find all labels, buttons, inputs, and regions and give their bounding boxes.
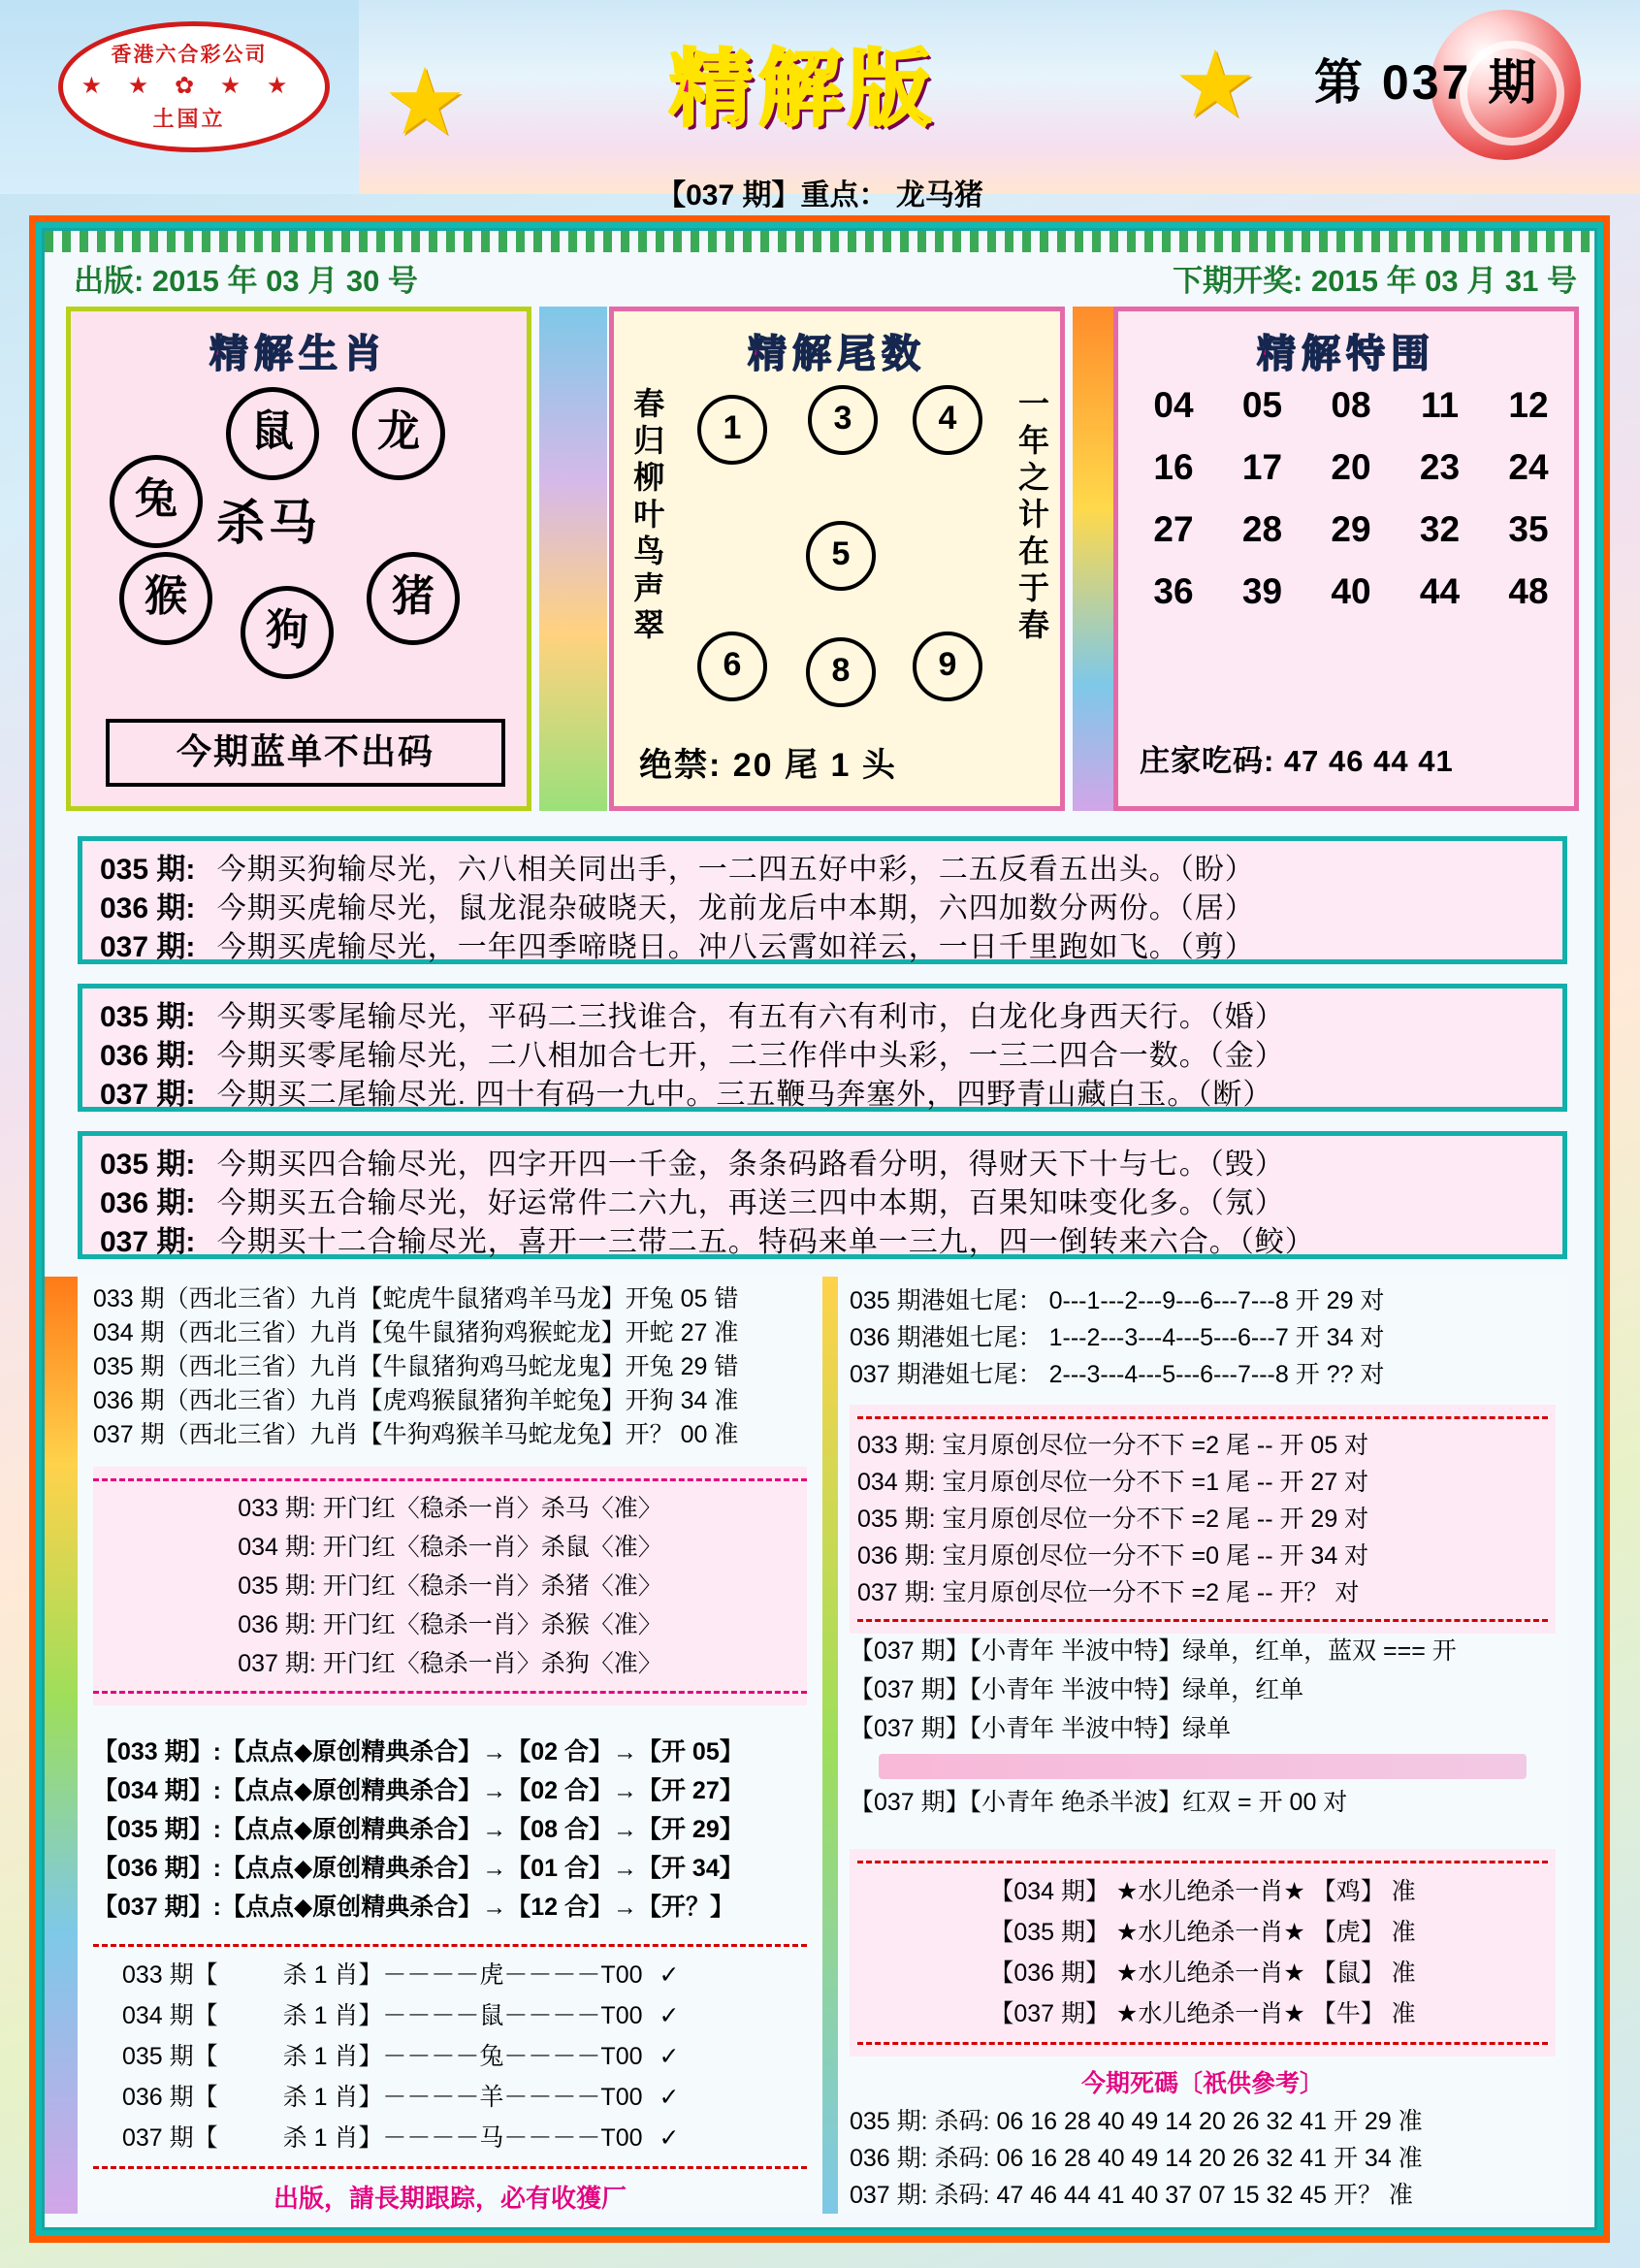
forecast-issue: 037 期:	[100, 1079, 196, 1111]
forecast-text: 今期买虎输尽光，一年四季啼晓日。冲八云霄如祥云，一日千里跑如飞。（剪）	[216, 931, 1255, 963]
logo-stars: ★ ★ ✿ ★ ★	[80, 73, 298, 99]
diandian-line: 【033 期】:【点点◆原创精典杀合】→【02 合】→【开 05】	[93, 1738, 744, 1766]
dateline	[45, 256, 1597, 301]
shuier-line: 【036 期】 ★水儿绝杀一肖★ 【鼠】 准	[989, 1960, 1416, 1987]
divider	[857, 1619, 1548, 1622]
divider	[93, 1944, 807, 1947]
forecast-line	[100, 1076, 1545, 1115]
forecast-line	[100, 890, 1545, 928]
open-red-line: 035 期: 开门红〈稳杀一肖〉杀猪〈准〉	[238, 1572, 662, 1600]
number-cell: 24	[1508, 447, 1549, 487]
number-cell: 08	[1331, 385, 1371, 425]
forecast-line	[100, 851, 1545, 890]
number-row	[1138, 385, 1564, 426]
number-cell: 17	[1241, 447, 1283, 487]
number-grid	[1138, 385, 1564, 633]
divider	[857, 1416, 1548, 1419]
kill-one-body: 杀 1 肖】－－－－虎－－－－T00	[282, 1961, 643, 1989]
number-row	[1138, 571, 1564, 612]
kill-one-mark: ✓	[659, 2084, 680, 2111]
zodiac-bubble-dog: 狗	[241, 586, 334, 679]
number-cell: 23	[1419, 447, 1461, 487]
left-color-band	[45, 1277, 78, 2214]
forecast-issue: 037 期:	[100, 1226, 196, 1258]
kill-one-section	[93, 1936, 807, 2177]
number-cell: 40	[1331, 571, 1371, 611]
forecast-issue: 036 期:	[100, 1040, 196, 1072]
number-row	[1138, 447, 1564, 488]
shuier-line: 【035 期】 ★水儿绝杀一肖★ 【虎】 准	[989, 1919, 1416, 1946]
lottery-logo	[58, 21, 320, 143]
shuier-line: 【037 期】 ★水儿绝杀一肖★ 【牛】 准	[989, 2000, 1416, 2027]
forecast-text: 今期买狗输尽光，六八相关同出手，一二四五好中彩，二五反看五出头。（盼）	[216, 854, 1255, 886]
tail-bubble-8: 8	[806, 637, 876, 707]
number-cell: 36	[1153, 571, 1194, 611]
kill-one-issue: 035 期【	[122, 2043, 218, 2070]
page-title: 精解版	[669, 43, 937, 136]
shuier-line: 【034 期】 ★水儿绝杀一肖★ 【鸡】 准	[989, 1878, 1416, 1905]
open-red-line: 037 期: 开门红〈稳杀一肖〉杀狗〈准〉	[238, 1650, 662, 1677]
forecast-panel-1	[78, 836, 1567, 964]
baoyue-line: 034 期: 宝月原创尽位一分不下 =1 尾 -- 开 27 对	[857, 1469, 1369, 1496]
kill-one-issue: 036 期【	[122, 2084, 218, 2111]
kill-one-issue: 034 期【	[122, 2002, 218, 2029]
kill-one-line	[93, 1955, 807, 1995]
number-cell: 48	[1508, 571, 1549, 611]
kill-zodiac-label: 杀马	[216, 496, 321, 550]
number-cell: 28	[1241, 509, 1283, 549]
kill-one-mark: ✓	[659, 2002, 680, 2029]
kill-one-line	[93, 2077, 807, 2118]
tail-bubble-9: 9	[913, 632, 982, 701]
number-box-title: 精解特围	[1257, 333, 1435, 375]
zodiac-bubble-pig: 猪	[367, 552, 460, 645]
kill-one-mark: ✓	[659, 2043, 680, 2070]
logo-top-text: 香港六合彩公司	[111, 44, 268, 66]
divider	[93, 1691, 807, 1694]
diandian-line: 【035 期】:【点点◆原创精典杀合】→【08 合】→【开 29】	[93, 1816, 744, 1843]
logo-bottom-text: 土国立	[152, 107, 226, 131]
zodiac-bubble-rabbit: 兔	[110, 455, 203, 548]
open-red-line: 033 期: 开门红〈稳杀一肖〉杀马〈准〉	[238, 1495, 662, 1522]
publish-date: 出版: 2015 年 03 月 30 号	[74, 264, 418, 298]
number-cell: 39	[1241, 571, 1283, 611]
diandian-line: 【037 期】:【点点◆原创精典杀合】→【12 合】→【开？】	[93, 1894, 734, 1921]
kill-one-body: 杀 1 肖】－－－－马－－－－T00	[282, 2124, 643, 2152]
middle-color-band	[822, 1277, 838, 2214]
frame-inner	[42, 228, 1597, 2230]
dead-code-section	[850, 2064, 1556, 2214]
kill-one-line	[93, 1995, 807, 2036]
gangjie-section	[850, 1282, 1556, 1393]
diandian-line: 【034 期】:【点点◆原创精典杀合】→【02 合】→【开 27】	[93, 1777, 744, 1804]
number-cell: 32	[1419, 509, 1461, 549]
number-cell: 35	[1508, 509, 1549, 549]
decorative-wave	[45, 231, 1597, 252]
number-cell: 44	[1419, 571, 1461, 611]
banker-line: 庄家吃码: 47 46 44 41	[1140, 744, 1454, 778]
gangjie-line: 035 期港姐七尾： 0---1---2---9---6---7---8 开 29 对	[850, 1287, 1385, 1314]
forecast-text: 今期买虎输尽光，鼠龙混杂破晓天，龙前龙后中本期，六四加数分两份。（居）	[216, 892, 1255, 924]
baoyue-section	[850, 1405, 1556, 1634]
tail-bubble-1: 1	[697, 395, 767, 465]
forecast-text: 今期买零尾输尽光，二八相加合七开，二三作伴中头彩，一三二四合一数。（金）	[216, 1040, 1285, 1072]
baoyue-line: 033 期: 宝月原创尽位一分不下 =2 尾 -- 开 05 对	[857, 1432, 1369, 1459]
nine-zodiac-line: 035 期（西北三省）九肖【牛鼠猪狗鸡马蛇龙鬼】开兔 29 错	[93, 1353, 739, 1380]
forecast-text: 今期买十二合输尽光，喜开一三带二五。特码来单一三九，四一倒转来六合。（鲛）	[216, 1226, 1315, 1258]
open-red-line: 036 期: 开门红〈稳杀一肖〉杀猴〈准〉	[238, 1611, 662, 1638]
tail-forbid-note: 绝禁: 20 尾 1 头	[639, 747, 897, 784]
number-cell: 27	[1153, 509, 1194, 549]
juesha-line: 【037 期】【小青年 绝杀半波】红双 = 开 00 对	[850, 1789, 1348, 1816]
xiaoqingnian-section	[850, 1632, 1556, 1826]
forecast-line	[100, 1184, 1545, 1223]
nine-zodiac-line: 033 期（西北三省）九肖【蛇虎牛鼠猪鸡羊马龙】开兔 05 错	[93, 1285, 739, 1312]
forecast-issue: 035 期:	[100, 1001, 196, 1033]
zodiac-note: 今期蓝单不出码	[106, 719, 505, 787]
forecast-panel-2	[78, 984, 1567, 1112]
tail-bubble-6: 6	[697, 632, 767, 701]
forecast-text: 今期买零尾输尽光，平码二三找谁合，有五有六有利市，白龙化身西天行。（婚）	[216, 1001, 1285, 1033]
gangjie-line: 037 期港姐七尾： 2---3---4---5---6---7---8 开 ?? 对	[850, 1361, 1385, 1388]
forecast-issue: 036 期:	[100, 892, 196, 924]
nine-zodiac-line: 036 期（西北三省）九肖【虎鸡猴鼠猪狗羊蛇兔】开狗 34 准	[93, 1387, 739, 1414]
kill-one-mark: ✓	[659, 2124, 680, 2152]
forecast-panel-3	[78, 1131, 1567, 1259]
subtitle: 【037 期】重点： 龙马猪	[657, 179, 983, 211]
number-cell: 11	[1420, 385, 1460, 425]
zodiac-bubble-monkey: 猴	[119, 552, 212, 645]
divider	[93, 2166, 807, 2169]
nine-zodiac-line: 037 期（西北三省）九肖【牛狗鸡猴羊马蛇龙兔】开？ 00 准	[93, 1421, 739, 1448]
page-header	[0, 0, 1640, 211]
main-frame	[29, 215, 1610, 2243]
number-cell: 16	[1153, 447, 1194, 487]
diandian-section	[93, 1733, 807, 1927]
xiaoqingnian-line: 【037 期】【小青年 半波中特】绿单	[850, 1715, 1232, 1742]
tail-left-verse: 春归柳叶鸟声翠	[629, 387, 665, 645]
left-column	[78, 1277, 822, 2214]
number-cell: 20	[1331, 447, 1371, 487]
baoyue-line: 035 期: 宝月原创尽位一分不下 =2 尾 -- 开 29 对	[857, 1506, 1369, 1533]
kill-one-mark: ✓	[659, 1961, 680, 1989]
forecast-text: 今期买四合输尽光，四字开四一千金，条条码路看分明，得财天下十与七。（毁）	[216, 1149, 1285, 1181]
kill-one-body: 杀 1 肖】－－－－兔－－－－T00	[282, 2043, 643, 2070]
diandian-line: 【036 期】:【点点◆原创精典杀合】→【01 合】→【开 34】	[93, 1855, 744, 1882]
tail-bubble-4: 4	[913, 385, 982, 455]
nine-zodiac-line: 034 期（西北三省）九肖【兔牛鼠猪狗鸡猴蛇龙】开蛇 27 准	[93, 1319, 739, 1346]
dead-code-line: 036 期: 杀码: 06 16 28 40 49 14 20 26 32 41 开 34 准	[850, 2145, 1423, 2172]
forecast-issue: 035 期:	[100, 1149, 196, 1181]
nine-zodiac-section	[93, 1282, 807, 1452]
divider	[857, 2042, 1548, 2045]
left-footer-note: 出版，請長期跟踪，必有收獲厂	[273, 2184, 627, 2213]
xiaoqingnian-line: 【037 期】【小青年 半波中特】绿单，红单	[850, 1676, 1304, 1703]
zodiac-bubble-rat: 鼠	[226, 387, 319, 480]
tail-bubble-5: 5	[806, 521, 876, 591]
number-cell: 05	[1241, 385, 1283, 425]
star-icon-right: ★	[1174, 33, 1258, 137]
kill-one-line	[93, 2118, 807, 2158]
next-draw-date: 下期开奖: 2015 年 03 月 31 号	[1173, 264, 1577, 298]
xiaoqingnian-line: 【037 期】【小青年 半波中特】绿单，红单，蓝双 === 开	[850, 1637, 1457, 1665]
baoyue-line: 037 期: 宝月原创尽位一分不下 =2 尾 -- 开？ 对	[857, 1579, 1360, 1606]
forecast-text: 今期买二尾输尽光. 四十有码一九中。三五鞭马奔塞外，四野青山藏白玉。（断）	[216, 1079, 1273, 1111]
gangjie-line: 036 期港姐七尾： 1---2---3---4---5---6---7 开 34 对	[850, 1324, 1385, 1351]
dead-code-line: 037 期: 杀码: 47 46 44 41 40 37 07 15 32 45 开？ 准	[850, 2182, 1413, 2209]
tail-right-verse: 一年之计在于春	[1014, 387, 1049, 645]
zodiac-box-title: 精解生肖	[209, 333, 388, 375]
forecast-line	[100, 998, 1545, 1037]
forecast-issue: 035 期:	[100, 854, 196, 886]
divider	[857, 1861, 1548, 1863]
tail-box	[609, 307, 1065, 811]
number-row	[1138, 509, 1564, 550]
open-red-line: 034 期: 开门红〈稳杀一肖〉杀鼠〈准〉	[238, 1534, 662, 1561]
right-column	[838, 1277, 1567, 2214]
dead-code-title: 今期死碼〔祇供參考〕	[1080, 2070, 1324, 2097]
issue-number: 第 037 期	[1314, 55, 1540, 110]
kill-one-body: 杀 1 肖】－－－－鼠－－－－T00	[282, 2002, 643, 2029]
feature-boxes	[66, 307, 1579, 811]
forecast-issue: 037 期:	[100, 931, 196, 963]
kill-one-body: 杀 1 肖】－－－－羊－－－－T00	[282, 2084, 643, 2111]
forecast-line	[100, 928, 1545, 967]
number-cell: 12	[1508, 385, 1549, 425]
kill-one-issue: 037 期【	[122, 2124, 218, 2152]
special-number-box	[1113, 307, 1579, 811]
color-stripe-1	[539, 307, 607, 811]
number-cell: 04	[1153, 385, 1194, 425]
zodiac-box	[66, 307, 531, 811]
dead-code-line: 035 期: 杀码: 06 16 28 40 49 14 20 26 32 41 开 29 准	[850, 2108, 1423, 2135]
baoyue-line: 036 期: 宝月原创尽位一分不下 =0 尾 -- 开 34 对	[857, 1542, 1369, 1570]
star-icon-left: ★	[383, 50, 467, 154]
forecast-line	[100, 1037, 1545, 1076]
kill-one-line	[93, 2036, 807, 2077]
forecast-issue: 036 期:	[100, 1187, 196, 1219]
open-red-section	[93, 1467, 807, 1705]
highlight-bar	[879, 1754, 1527, 1779]
forecast-line	[100, 1223, 1545, 1262]
tail-box-title: 精解尾数	[748, 333, 926, 375]
forecast-line	[100, 1146, 1545, 1184]
zodiac-bubble-dragon: 龙	[352, 387, 445, 480]
shuier-section	[850, 1849, 1556, 2057]
divider	[93, 1478, 807, 1481]
kill-one-issue: 033 期【	[122, 1961, 218, 1989]
number-cell: 29	[1331, 509, 1371, 549]
tail-bubble-3: 3	[808, 385, 878, 455]
forecast-text: 今期买五合输尽光，好运常件二六九，再送三四中本期，百果知味变化多。（氖）	[216, 1187, 1285, 1219]
